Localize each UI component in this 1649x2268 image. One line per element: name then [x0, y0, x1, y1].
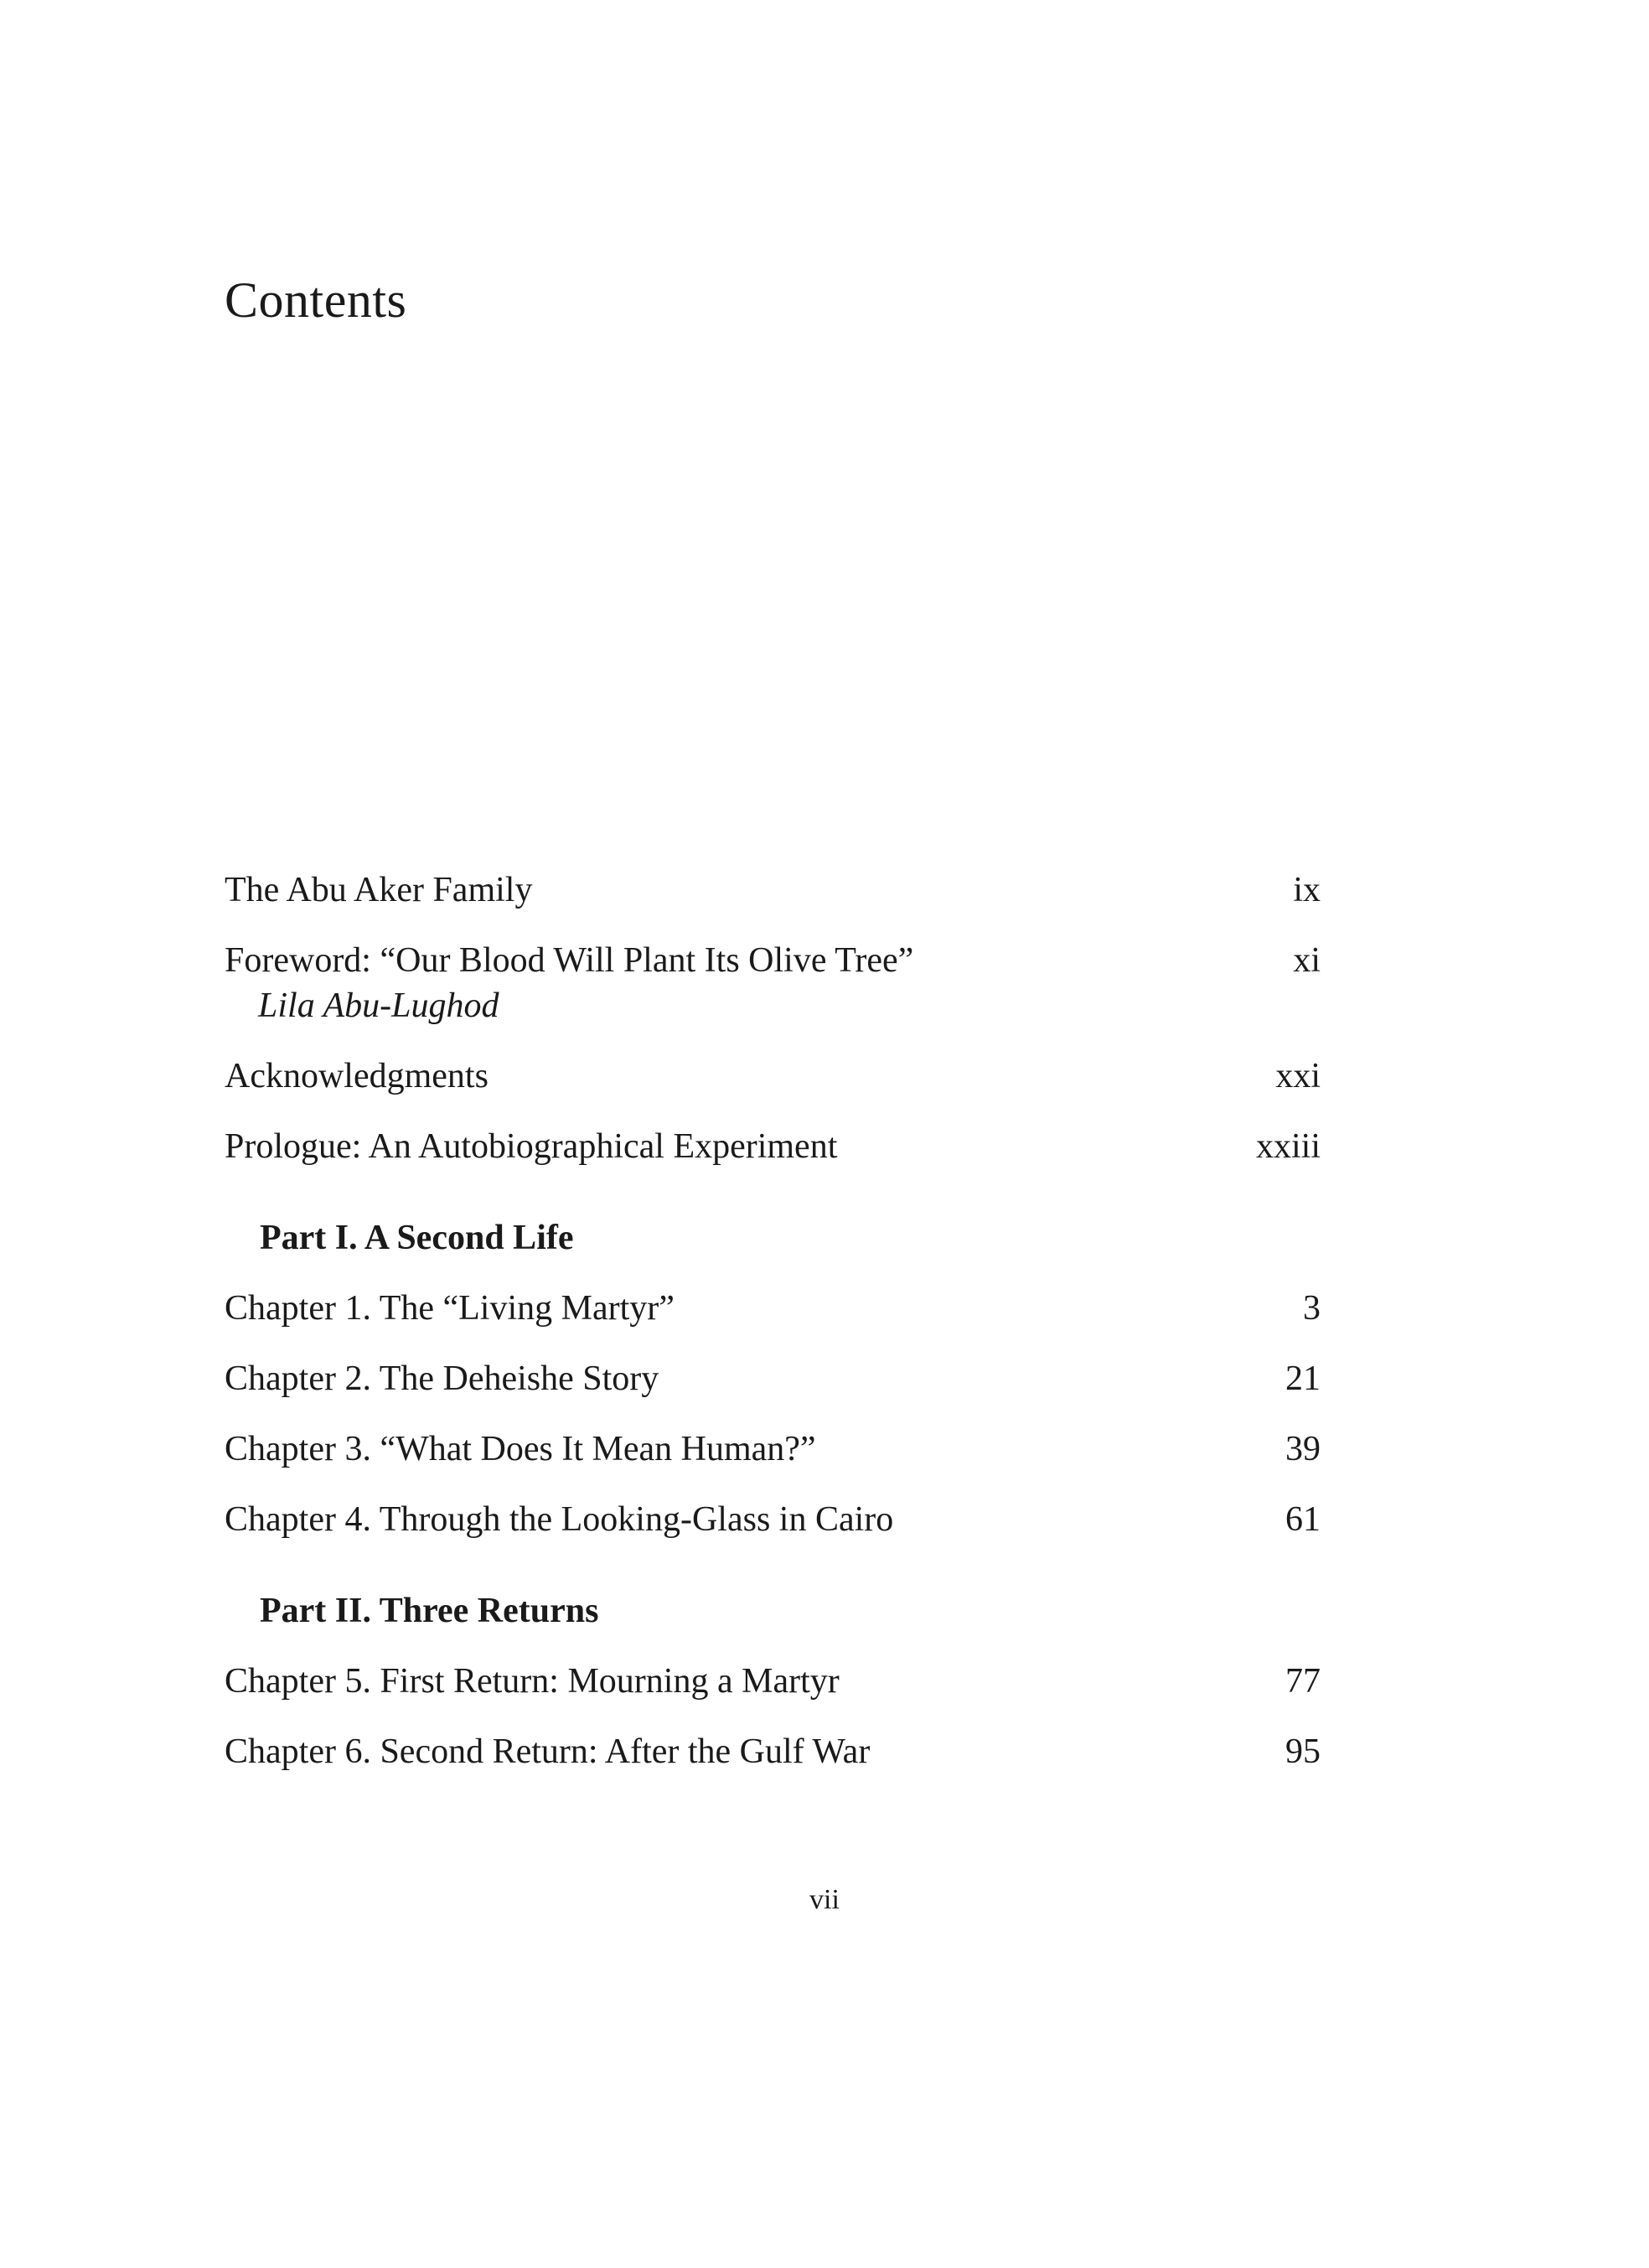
toc-entry-author: Lila Abu-Lughod: [258, 986, 499, 1025]
page-number: vii: [809, 1884, 840, 1915]
toc-entry-title: Chapter 5. First Return: Mourning a Martyr: [225, 1662, 840, 1701]
toc-entry-page: 21: [1285, 1359, 1321, 1398]
toc-entry-page: 61: [1285, 1500, 1321, 1539]
toc-entry-title: Chapter 4. Through the Looking-Glass in Cairo: [225, 1500, 894, 1539]
toc-entry-page: xxi: [1275, 1057, 1321, 1095]
toc-entry-chapter-3: [225, 1427, 1321, 1472]
toc-entry-acknowledgments: [225, 1054, 1321, 1099]
toc-entry-chapter-2: [225, 1356, 1321, 1401]
toc-entry-foreword: [225, 938, 1321, 1028]
toc-entry-page: xxiii: [1255, 1127, 1321, 1166]
toc-entry-page: 39: [1285, 1430, 1321, 1468]
toc-entry-chapter-1: [225, 1286, 1321, 1331]
toc-entry-prologue: [225, 1124, 1321, 1169]
toc-entry-page: 77: [1285, 1662, 1321, 1701]
toc-entry-abu-aker-family: [225, 867, 1321, 913]
toc-entry-title: Prologue: An Autobiographical Experiment: [225, 1127, 838, 1166]
toc-entry-title: Foreword: “Our Blood Will Plant Its Olive Tree”: [225, 941, 914, 980]
toc-entry-page: 3: [1303, 1289, 1321, 1328]
toc-entry-title: Chapter 2. The Deheishe Story: [225, 1359, 659, 1398]
toc-entry-title: Chapter 1. The “Living Martyr”: [225, 1289, 675, 1328]
part-heading-2: Part II. Three Returns: [260, 1592, 599, 1630]
toc-entry-title: Acknowledgments: [225, 1057, 488, 1095]
toc-entry-chapter-5: [225, 1659, 1321, 1704]
toc-entry-chapter-6: [225, 1729, 1321, 1774]
toc-entry-page: xi: [1293, 941, 1321, 980]
toc-entry-title: Chapter 3. “What Does It Mean Human?”: [225, 1430, 816, 1468]
toc-entry-chapter-4: [225, 1497, 1321, 1542]
page-title: Contents: [225, 272, 407, 329]
toc-entry-title: Chapter 6. Second Return: After the Gulf War: [225, 1732, 871, 1771]
toc-entry-page: ix: [1293, 871, 1321, 909]
toc-entry-page: 95: [1285, 1732, 1321, 1771]
part-heading-1: Part I. A Second Life: [260, 1219, 574, 1257]
toc-entry-title: The Abu Aker Family: [225, 871, 533, 909]
table-of-contents: [225, 867, 1321, 1774]
